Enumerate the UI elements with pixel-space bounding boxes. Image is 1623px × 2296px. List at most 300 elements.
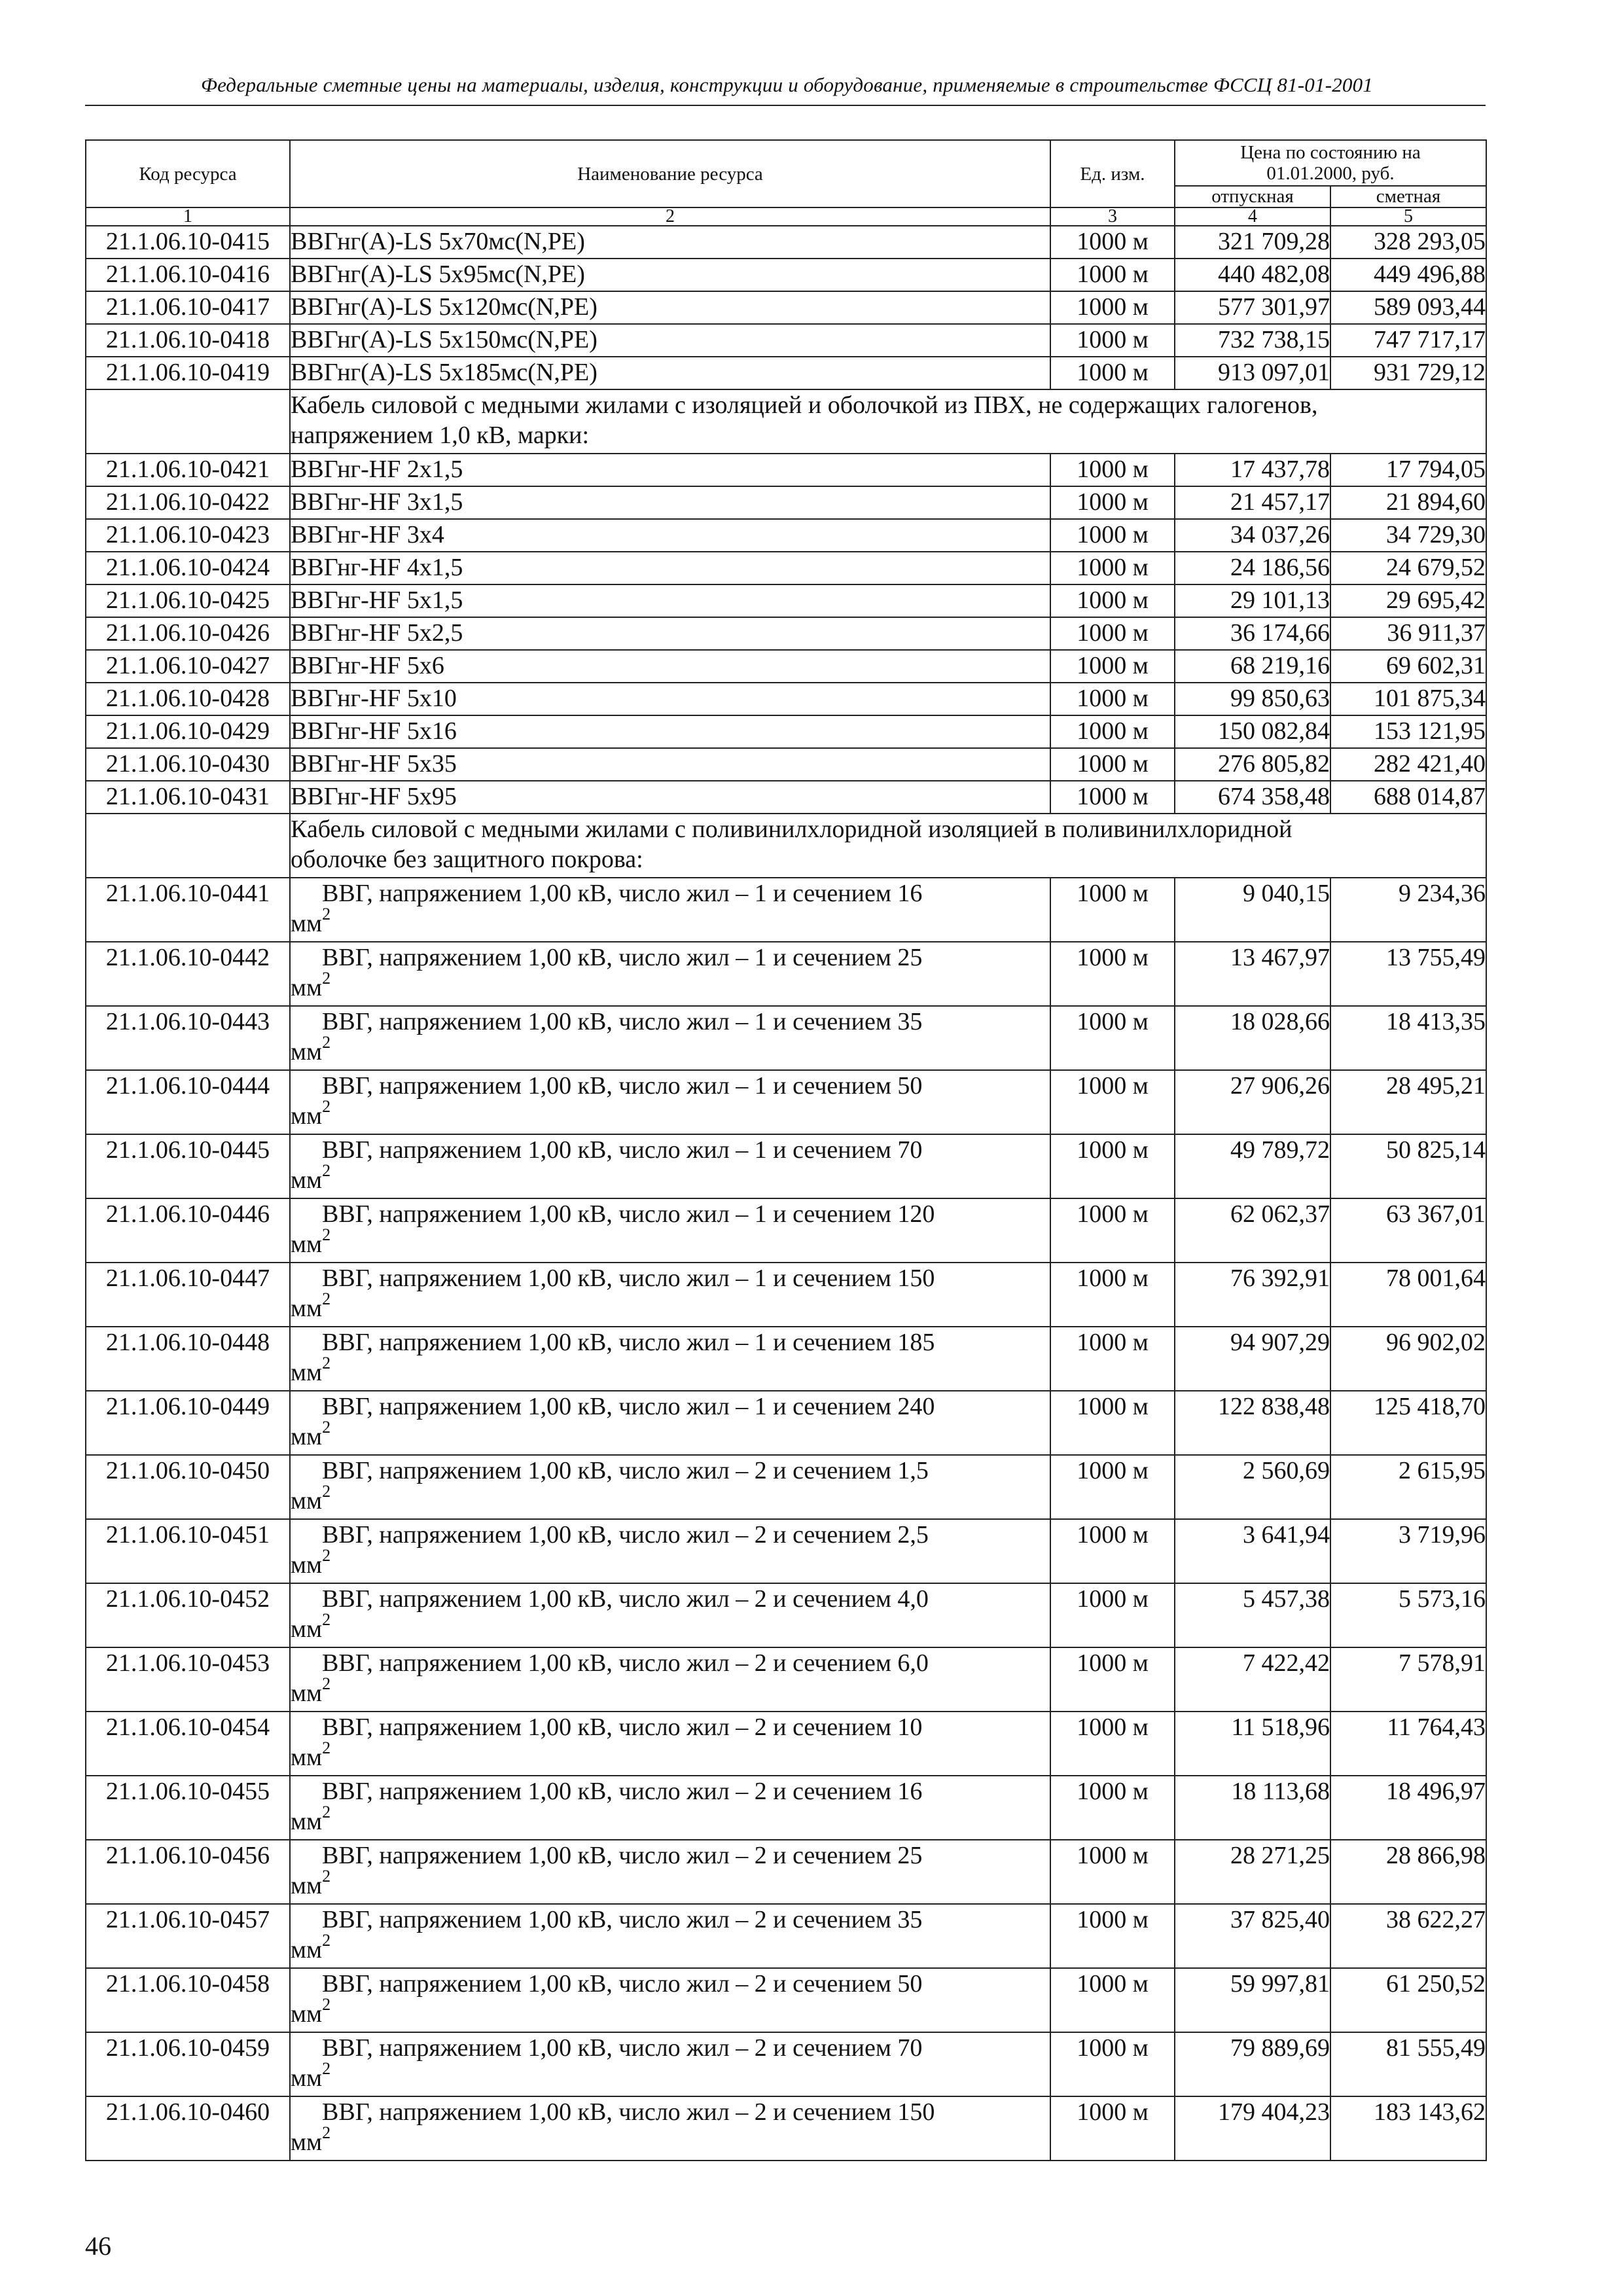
unit-text: мм (291, 1551, 323, 1579)
release-price: 79 889,69 (1175, 2032, 1330, 2096)
table-row (86, 454, 1486, 486)
resource-name (290, 1712, 1050, 1776)
unit-text: мм (291, 1615, 323, 1643)
resource-name: ВВГнг-HF 3х1,5 (290, 486, 1050, 519)
estimate-price: 18 496,97 (1330, 1776, 1486, 1840)
release-price: 122 838,48 (1175, 1391, 1330, 1455)
resource-name-line: ВВГ, напряжением 1,00 кВ, число жил – 2 и сечением 4,0 (322, 1585, 929, 1613)
resource-name-line: ВВГ, напряжением 1,00 кВ, число жил – 1 и сечением 150 (322, 1265, 935, 1292)
unit-cell: 1000 м (1050, 1904, 1175, 1968)
resource-name: ВВГнг-HF 5х16 (290, 715, 1050, 748)
section-title-line: оболочке без защитного покрова: (291, 846, 643, 873)
unit-text: мм (291, 1744, 323, 1771)
unit-cell: 1000 м (1050, 519, 1175, 552)
resource-code: 21.1.06.10-0450 (86, 1455, 290, 1519)
column-numbers-row (86, 207, 1486, 226)
resource-code: 21.1.06.10-0457 (86, 1904, 290, 1968)
estimate-price: 61 250,52 (1330, 1968, 1486, 2032)
table-row (86, 2096, 1486, 2161)
cross-section-unit (291, 1354, 1050, 1388)
release-price: 17 437,78 (1175, 454, 1330, 486)
table-row (86, 357, 1486, 389)
section-title-line: напряжением 1,0 кВ, марки: (291, 422, 590, 449)
cross-section-unit (291, 1610, 1050, 1644)
cross-section-unit (291, 1931, 1050, 1965)
resource-name (290, 878, 1050, 942)
resource-code: 21.1.06.10-0460 (86, 2096, 290, 2161)
release-price: 321 709,28 (1175, 226, 1330, 259)
unit-text: мм (291, 1038, 323, 1066)
release-price: 99 850,63 (1175, 683, 1330, 715)
resource-name-line: ВВГ, напряжением 1,00 кВ, число жил – 1 и сечением 70 (322, 1136, 923, 1164)
resource-name: ВВГнг-HF 3х4 (290, 519, 1050, 552)
unit-cell: 1000 м (1050, 1134, 1175, 1198)
estimate-price: 24 679,52 (1330, 552, 1486, 584)
table-row (86, 748, 1486, 781)
unit-text: мм (291, 2000, 323, 2028)
unit-cell: 1000 м (1050, 1840, 1175, 1904)
unit-cell: 1000 м (1050, 1776, 1175, 1840)
unit-superscript: 2 (322, 1289, 331, 1309)
unit-cell: 1000 м (1050, 584, 1175, 617)
estimate-price: 28 866,98 (1330, 1840, 1486, 1904)
resource-name: ВВГнг-HF 5х6 (290, 650, 1050, 683)
section-title (290, 389, 1486, 454)
resource-code: 21.1.06.10-0423 (86, 519, 290, 552)
resource-name (290, 2032, 1050, 2096)
unit-cell: 1000 м (1050, 942, 1175, 1006)
section-row (86, 389, 1486, 454)
resource-code: 21.1.06.10-0455 (86, 1776, 290, 1840)
unit-cell: 1000 м (1050, 748, 1175, 781)
estimate-price: 125 418,70 (1330, 1391, 1486, 1455)
table-row (86, 1647, 1486, 1712)
unit-text: мм (291, 1679, 323, 1707)
resource-name (290, 1647, 1050, 1712)
resource-code: 21.1.06.10-0447 (86, 1263, 290, 1327)
unit-superscript: 2 (322, 1867, 331, 1886)
resource-name (290, 1455, 1050, 1519)
cross-section-unit (291, 1289, 1050, 1323)
table-row (86, 486, 1486, 519)
table-row (86, 519, 1486, 552)
release-price: 36 174,66 (1175, 617, 1330, 650)
unit-superscript: 2 (322, 1931, 331, 1950)
unit-cell: 1000 м (1050, 1519, 1175, 1583)
unit-superscript: 2 (322, 1161, 331, 1181)
unit-cell: 1000 м (1050, 291, 1175, 324)
resource-name-line: ВВГ, напряжением 1,00 кВ, число жил – 2 и сечением 35 (322, 1906, 923, 1933)
unit-superscript: 2 (322, 1418, 331, 1437)
resource-name: ВВГнг-HF 5х10 (290, 683, 1050, 715)
release-price: 732 738,15 (1175, 324, 1330, 357)
price-table (85, 139, 1487, 2161)
unit-superscript: 2 (322, 1546, 331, 1566)
release-price: 3 641,94 (1175, 1519, 1330, 1583)
unit-cell: 1000 м (1050, 1455, 1175, 1519)
table-row (86, 781, 1486, 814)
cross-section-unit (291, 1418, 1050, 1452)
resource-code: 21.1.06.10-0427 (86, 650, 290, 683)
resource-name-line: ВВГ, напряжением 1,00 кВ, число жил – 1 и сечением 16 (322, 880, 923, 907)
release-price: 13 467,97 (1175, 942, 1330, 1006)
cross-section-unit (291, 905, 1050, 939)
resource-code: 21.1.06.10-0445 (86, 1134, 290, 1198)
resource-name (290, 1904, 1050, 1968)
unit-superscript: 2 (322, 1033, 331, 1052)
table-row (86, 1198, 1486, 1263)
resource-name: ВВГнг(A)-LS 5х95мс(N,PE) (290, 259, 1050, 291)
estimate-price: 183 143,62 (1330, 2096, 1486, 2161)
table-row (86, 715, 1486, 748)
estimate-price: 18 413,35 (1330, 1006, 1486, 1070)
table-row (86, 1006, 1486, 1070)
header-release: отпускная (1175, 186, 1330, 207)
table-row (86, 1904, 1486, 1968)
resource-code: 21.1.06.10-0426 (86, 617, 290, 650)
unit-cell: 1000 м (1050, 878, 1175, 942)
resource-code: 21.1.06.10-0428 (86, 683, 290, 715)
unit-cell: 1000 м (1050, 1198, 1175, 1263)
column-number: 4 (1175, 207, 1330, 226)
resource-name: ВВГнг-HF 4х1,5 (290, 552, 1050, 584)
release-price: 49 789,72 (1175, 1134, 1330, 1198)
resource-code: 21.1.06.10-0446 (86, 1198, 290, 1263)
section-title-line: Кабель силовой с медными жилами с поливинилхлоридной изоляцией в поливинилхлоридной (291, 816, 1293, 843)
header-estimate: сметная (1330, 186, 1486, 207)
estimate-price: 11 764,43 (1330, 1712, 1486, 1776)
resource-name (290, 1840, 1050, 1904)
release-price: 94 907,29 (1175, 1327, 1330, 1391)
resource-code: 21.1.06.10-0459 (86, 2032, 290, 2096)
unit-text: мм (291, 1808, 323, 1835)
resource-name: ВВГнг(A)-LS 5х70мс(N,PE) (290, 226, 1050, 259)
cross-section-unit (291, 1225, 1050, 1259)
cross-section-unit (291, 1674, 1050, 1708)
table-row (86, 324, 1486, 357)
estimate-price: 931 729,12 (1330, 357, 1486, 389)
resource-code: 21.1.06.10-0454 (86, 1712, 290, 1776)
resource-name: ВВГнг-HF 5х2,5 (290, 617, 1050, 650)
resource-code: 21.1.06.10-0430 (86, 748, 290, 781)
resource-name (290, 1327, 1050, 1391)
unit-cell: 1000 м (1050, 454, 1175, 486)
estimate-price: 17 794,05 (1330, 454, 1486, 486)
table-row (86, 291, 1486, 324)
section-code-cell (86, 389, 290, 454)
resource-name-line: ВВГ, напряжением 1,00 кВ, число жил – 2 и сечением 6,0 (322, 1649, 929, 1677)
unit-cell: 1000 м (1050, 357, 1175, 389)
column-number: 5 (1330, 207, 1486, 226)
resource-name (290, 1070, 1050, 1134)
unit-cell: 1000 м (1050, 1712, 1175, 1776)
resource-name: ВВГнг(A)-LS 5х185мс(N,PE) (290, 357, 1050, 389)
resource-code: 21.1.06.10-0419 (86, 357, 290, 389)
resource-name: ВВГнг-HF 5х35 (290, 748, 1050, 781)
unit-superscript: 2 (322, 1674, 331, 1694)
unit-cell: 1000 м (1050, 486, 1175, 519)
release-price: 276 805,82 (1175, 748, 1330, 781)
table-row (86, 552, 1486, 584)
resource-name-line: ВВГ, напряжением 1,00 кВ, число жил – 2 и сечением 2,5 (322, 1521, 929, 1549)
unit-text: мм (291, 1487, 323, 1515)
release-price: 18 028,66 (1175, 1006, 1330, 1070)
cross-section-unit (291, 1738, 1050, 1772)
resource-code: 21.1.06.10-0421 (86, 454, 290, 486)
header-rule (85, 105, 1486, 106)
release-price: 18 113,68 (1175, 1776, 1330, 1840)
section-row (86, 814, 1486, 878)
resource-code: 21.1.06.10-0422 (86, 486, 290, 519)
resource-code: 21.1.06.10-0418 (86, 324, 290, 357)
unit-cell: 1000 м (1050, 1968, 1175, 2032)
resource-name (290, 1968, 1050, 2032)
release-price: 913 097,01 (1175, 357, 1330, 389)
running-header: Федеральные сметные цены на материалы, изделия, конструкции и оборудование, применяемые в строительстве ФССЦ 81-01-2001 (200, 73, 1374, 96)
unit-cell: 1000 м (1050, 617, 1175, 650)
column-number: 2 (290, 207, 1050, 226)
unit-cell: 1000 м (1050, 1391, 1175, 1455)
resource-name-line: ВВГ, напряжением 1,00 кВ, число жил – 1 и сечением 240 (322, 1393, 935, 1420)
release-price: 150 082,84 (1175, 715, 1330, 748)
resource-code: 21.1.06.10-0415 (86, 226, 290, 259)
unit-text: мм (291, 1166, 323, 1194)
cross-section-unit (291, 2123, 1050, 2157)
unit-cell: 1000 м (1050, 1583, 1175, 1647)
resource-name (290, 1391, 1050, 1455)
unit-superscript: 2 (322, 969, 331, 988)
resource-name (290, 1198, 1050, 1263)
resource-code: 21.1.06.10-0424 (86, 552, 290, 584)
unit-cell: 1000 м (1050, 715, 1175, 748)
unit-text: мм (291, 1936, 323, 1964)
page-number: 46 (85, 2231, 111, 2261)
estimate-price: 101 875,34 (1330, 683, 1486, 715)
unit-text: мм (291, 1359, 323, 1386)
estimate-price: 589 093,44 (1330, 291, 1486, 324)
release-price: 29 101,13 (1175, 584, 1330, 617)
estimate-price: 38 622,27 (1330, 1904, 1486, 1968)
table-row (86, 650, 1486, 683)
header-name: Наименование ресурса (290, 140, 1050, 207)
resource-name (290, 1134, 1050, 1198)
estimate-price: 34 729,30 (1330, 519, 1486, 552)
resource-name-line: ВВГ, напряжением 1,00 кВ, число жил – 2 и сечением 70 (322, 2034, 923, 2062)
table-row (86, 1840, 1486, 1904)
release-price: 577 301,97 (1175, 291, 1330, 324)
unit-cell: 1000 м (1050, 226, 1175, 259)
table-row (86, 226, 1486, 259)
table-row (86, 878, 1486, 942)
cross-section-unit (291, 969, 1050, 1003)
resource-name: ВВГнг(A)-LS 5х120мс(N,PE) (290, 291, 1050, 324)
unit-cell: 1000 м (1050, 1647, 1175, 1712)
resource-code: 21.1.06.10-0452 (86, 1583, 290, 1647)
release-price: 62 062,37 (1175, 1198, 1330, 1263)
table-row (86, 1776, 1486, 1840)
resource-code: 21.1.06.10-0429 (86, 715, 290, 748)
unit-superscript: 2 (322, 905, 331, 924)
resource-name: ВВГнг-HF 5х95 (290, 781, 1050, 814)
resource-name-line: ВВГ, напряжением 1,00 кВ, число жил – 2 и сечением 16 (322, 1778, 923, 1805)
unit-text: мм (291, 1423, 323, 1450)
release-price: 5 457,38 (1175, 1583, 1330, 1647)
estimate-price: 28 495,21 (1330, 1070, 1486, 1134)
unit-cell: 1000 м (1050, 781, 1175, 814)
unit-text: мм (291, 1872, 323, 1899)
cross-section-unit (291, 1097, 1050, 1131)
resource-name (290, 1776, 1050, 1840)
resource-code: 21.1.06.10-0449 (86, 1391, 290, 1455)
estimate-price: 2 615,95 (1330, 1455, 1486, 1519)
cross-section-unit (291, 1803, 1050, 1837)
cross-section-unit (291, 1867, 1050, 1901)
table-row (86, 1134, 1486, 1198)
resource-code: 21.1.06.10-0442 (86, 942, 290, 1006)
table-row (86, 1263, 1486, 1327)
release-price: 674 358,48 (1175, 781, 1330, 814)
resource-name-line: ВВГ, напряжением 1,00 кВ, число жил – 2 и сечением 1,5 (322, 1457, 929, 1484)
resource-name: ВВГнг(A)-LS 5х150мс(N,PE) (290, 324, 1050, 357)
unit-text: мм (291, 910, 323, 937)
unit-superscript: 2 (322, 1482, 331, 1501)
table-row (86, 584, 1486, 617)
cross-section-unit (291, 2059, 1050, 2093)
resource-code: 21.1.06.10-0458 (86, 1968, 290, 2032)
unit-cell: 1000 м (1050, 259, 1175, 291)
cross-section-unit (291, 1033, 1050, 1067)
unit-cell: 1000 м (1050, 650, 1175, 683)
estimate-price: 29 695,42 (1330, 584, 1486, 617)
unit-superscript: 2 (322, 2059, 331, 2079)
release-price: 27 906,26 (1175, 1070, 1330, 1134)
unit-text: мм (291, 1230, 323, 1258)
resource-code: 21.1.06.10-0443 (86, 1006, 290, 1070)
estimate-price: 3 719,96 (1330, 1519, 1486, 1583)
estimate-price: 7 578,91 (1330, 1647, 1486, 1712)
estimate-price: 78 001,64 (1330, 1263, 1486, 1327)
unit-cell: 1000 м (1050, 2032, 1175, 2096)
estimate-price: 21 894,60 (1330, 486, 1486, 519)
estimate-price: 688 014,87 (1330, 781, 1486, 814)
resource-name (290, 942, 1050, 1006)
estimate-price: 328 293,05 (1330, 226, 1486, 259)
cross-section-unit (291, 1482, 1050, 1516)
release-price: 440 482,08 (1175, 259, 1330, 291)
header-price-group: Цена по состоянию на 01.01.2000, руб. (1175, 140, 1486, 186)
resource-code: 21.1.06.10-0416 (86, 259, 290, 291)
unit-superscript: 2 (322, 1354, 331, 1373)
table-row (86, 1455, 1486, 1519)
header-code: Код ресурса (86, 140, 290, 207)
resource-name-line: ВВГ, напряжением 1,00 кВ, число жил – 1 и сечением 25 (322, 944, 923, 971)
group-hf-body (86, 454, 1486, 814)
estimate-price: 5 573,16 (1330, 1583, 1486, 1647)
table-row (86, 1391, 1486, 1455)
unit-text: мм (291, 1102, 323, 1130)
resource-name-line: ВВГ, напряжением 1,00 кВ, число жил – 1 и сечением 50 (322, 1072, 923, 1100)
group-a-body (86, 226, 1486, 389)
resource-name-line: ВВГ, напряжением 1,00 кВ, число жил – 2 и сечением 50 (322, 1970, 923, 1998)
resource-name (290, 1006, 1050, 1070)
estimate-price: 50 825,14 (1330, 1134, 1486, 1198)
header-unit: Ед. изм. (1050, 140, 1175, 207)
resource-code: 21.1.06.10-0444 (86, 1070, 290, 1134)
resource-code: 21.1.06.10-0431 (86, 781, 290, 814)
estimate-price: 282 421,40 (1330, 748, 1486, 781)
resource-name-line: ВВГ, напряжением 1,00 кВ, число жил – 1 и сечением 120 (322, 1200, 935, 1228)
table-row (86, 1519, 1486, 1583)
table-row (86, 1583, 1486, 1647)
release-price: 34 037,26 (1175, 519, 1330, 552)
resource-code: 21.1.06.10-0453 (86, 1647, 290, 1712)
resource-code: 21.1.06.10-0456 (86, 1840, 290, 1904)
release-price: 76 392,91 (1175, 1263, 1330, 1327)
unit-cell: 1000 м (1050, 1263, 1175, 1327)
resource-name (290, 2096, 1050, 2161)
table-row (86, 259, 1486, 291)
resource-code: 21.1.06.10-0448 (86, 1327, 290, 1391)
unit-superscript: 2 (322, 1097, 331, 1117)
release-price: 9 040,15 (1175, 878, 1330, 942)
table-row (86, 2032, 1486, 2096)
unit-superscript: 2 (322, 1610, 331, 1630)
unit-cell: 1000 м (1050, 683, 1175, 715)
table-row (86, 942, 1486, 1006)
estimate-price: 13 755,49 (1330, 942, 1486, 1006)
unit-cell: 1000 м (1050, 1327, 1175, 1391)
cross-section-unit (291, 1161, 1050, 1195)
resource-code: 21.1.06.10-0417 (86, 291, 290, 324)
release-price: 21 457,17 (1175, 486, 1330, 519)
estimate-price: 63 367,01 (1330, 1198, 1486, 1263)
estimate-price: 96 902,02 (1330, 1327, 1486, 1391)
resource-name (290, 1263, 1050, 1327)
group-vvg-body (86, 878, 1486, 2161)
column-number: 1 (86, 207, 290, 226)
resource-name: ВВГнг-HF 5х1,5 (290, 584, 1050, 617)
release-price: 59 997,81 (1175, 1968, 1330, 2032)
cross-section-unit (291, 1995, 1050, 2029)
release-price: 7 422,42 (1175, 1647, 1330, 1712)
release-price: 68 219,16 (1175, 650, 1330, 683)
resource-name-line: ВВГ, напряжением 1,00 кВ, число жил – 1 и сечением 35 (322, 1008, 923, 1035)
resource-name: ВВГнг-HF 2х1,5 (290, 454, 1050, 486)
resource-name (290, 1583, 1050, 1647)
unit-cell: 1000 м (1050, 2096, 1175, 2161)
unit-superscript: 2 (322, 1225, 331, 1245)
resource-code: 21.1.06.10-0441 (86, 878, 290, 942)
unit-superscript: 2 (322, 1738, 331, 1758)
release-price: 11 518,96 (1175, 1712, 1330, 1776)
table-row (86, 1712, 1486, 1776)
unit-cell: 1000 м (1050, 552, 1175, 584)
resource-name-line: ВВГ, напряжением 1,00 кВ, число жил – 2 и сечением 150 (322, 2098, 935, 2126)
unit-text: мм (291, 2064, 323, 2092)
unit-text: мм (291, 974, 323, 1001)
estimate-price: 81 555,49 (1330, 2032, 1486, 2096)
release-price: 24 186,56 (1175, 552, 1330, 584)
resource-name-line: ВВГ, напряжением 1,00 кВ, число жил – 2 и сечением 10 (322, 1713, 923, 1741)
table-row (86, 617, 1486, 650)
unit-cell: 1000 м (1050, 1006, 1175, 1070)
estimate-price: 69 602,31 (1330, 650, 1486, 683)
table-row (86, 1070, 1486, 1134)
unit-superscript: 2 (322, 2123, 331, 2143)
column-number: 3 (1050, 207, 1175, 226)
cross-section-unit (291, 1546, 1050, 1580)
section-code-cell (86, 814, 290, 878)
